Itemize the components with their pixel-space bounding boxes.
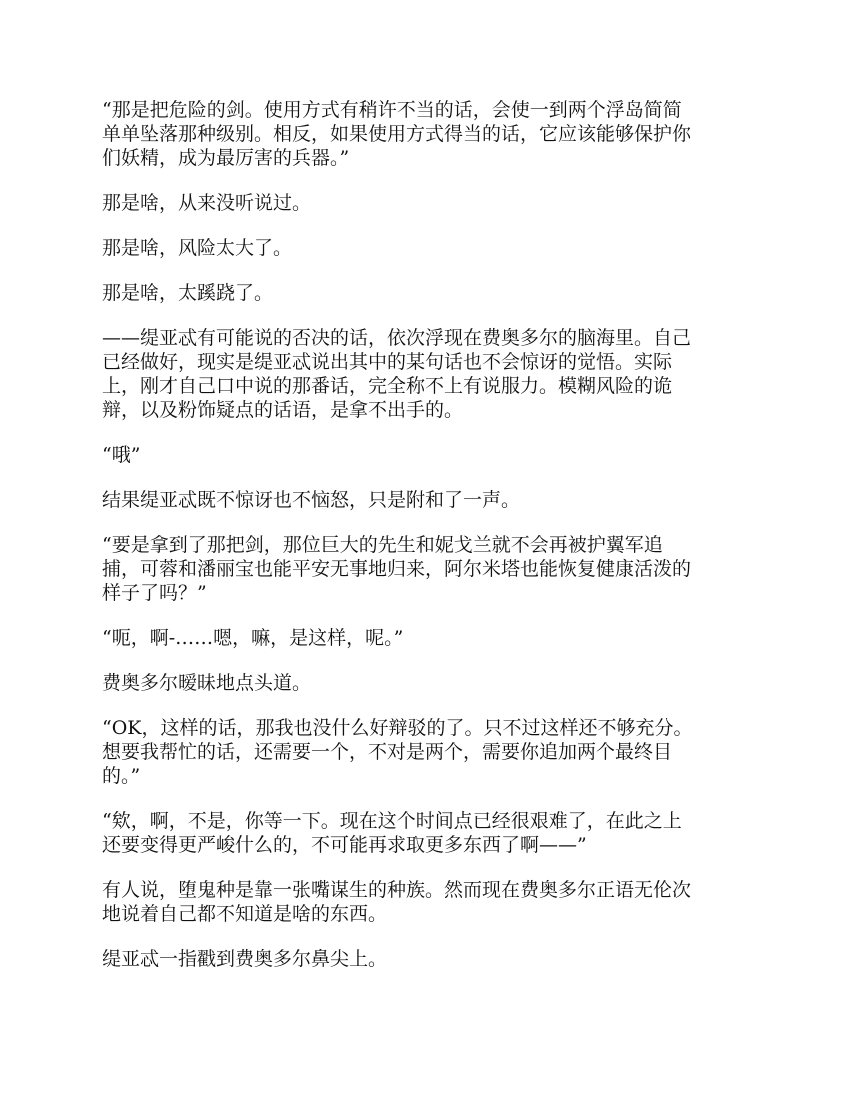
paragraph-1: “那是把危险的剑。使用方式有稍许不当的话，会使一到两个浮岛简简 单单坠落那种级别。相反，如果使用方式得当的话，它应该能够保护你 们妖精，成为最厉害的兵器。” bbox=[102, 99, 692, 169]
paragraph-14: 缇亚忒一指戳到费奥多尔鼻尖上。 bbox=[102, 948, 388, 970]
paragraph-13: 有人说，堕鬼种是靠一张嘴谋生的种族。然而现在费奥多尔正语无伦次 地说着自己都不知道是啥的东西。 bbox=[102, 879, 692, 925]
document-page bbox=[102, 98, 752, 992]
paragraph-8: “要是拿到了那把剑，那位巨大的先生和妮戈兰就不会再被护翼军追 捕，可蓉和潘丽宝也能平安无事地归来，阿尔米塔也能恢复健康活泼的 样子了吗？” bbox=[102, 534, 692, 604]
paragraph-3: 那是啥，风险太大了。 bbox=[102, 237, 293, 259]
paragraph-5: ——缇亚忒有可能说的否决的话，依次浮现在费奥多尔的脑海里。自己 已经做好，现实是缇亚忒说出其中的某句话也不会惊讶的觉悟。实际 上，刚才自己口中说的那番话，完全称不上有说服力。模糊风险的诡 辩，以及粉饰疑点的话语，是拿不出手的。 bbox=[102, 327, 692, 421]
paragraph-6: “哦” bbox=[102, 444, 141, 466]
paragraph-2: 那是啥，从来没听说过。 bbox=[102, 192, 312, 214]
paragraph-11: “OK，这样的话，那我也没什么好辩驳的了。只不过这样还不够充分。 想要我帮忙的话，还需要一个，不对是两个，需要你追加两个最终目 的。” bbox=[102, 717, 693, 787]
paragraph-10: 费奥多尔暧昧地点头道。 bbox=[102, 672, 312, 694]
paragraph-9: “呃，啊-……嗯，嘛，是这样，呢。” bbox=[102, 627, 404, 649]
paragraph-7: 结果缇亚忒既不惊讶也不恼怒，只是附和了一声。 bbox=[102, 489, 521, 511]
paragraph-12: “欸，啊，不是，你等一下。现在这个时间点已经很艰难了，在此之上 还要变得更严峻什么的，不可能再求取更多东西了啊——” bbox=[102, 810, 682, 856]
paragraph-4: 那是啥，太蹊跷了。 bbox=[102, 282, 274, 304]
